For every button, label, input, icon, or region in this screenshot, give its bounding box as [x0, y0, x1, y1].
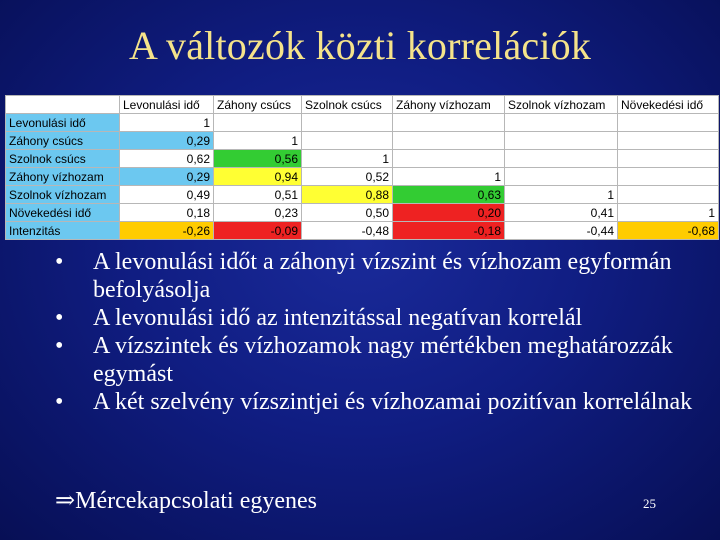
correlation-cell: -0,48 — [302, 222, 393, 240]
bullet-text: A vízszintek és vízhozamok nagy mértékben meghatározzák egymást — [93, 333, 673, 387]
correlation-cell — [505, 132, 618, 150]
correlation-cell — [618, 132, 719, 150]
bullet-item — [55, 332, 695, 388]
column-header: Levonulási idő — [120, 96, 214, 114]
bullet-item — [55, 388, 695, 416]
bullet-dot-icon: • — [55, 389, 64, 415]
correlation-cell — [393, 132, 505, 150]
correlation-cell: 0,51 — [214, 186, 302, 204]
correlation-cell — [505, 168, 618, 186]
table-row — [6, 186, 719, 204]
column-header: Záhony vízhozam — [393, 96, 505, 114]
correlation-cell: 1 — [214, 132, 302, 150]
correlation-cell — [302, 114, 393, 132]
correlation-cell: 0,94 — [214, 168, 302, 186]
row-header: Intenzitás — [6, 222, 120, 240]
implies-arrow-icon: ⇒ — [55, 488, 76, 514]
row-header: Szolnok csúcs — [6, 150, 120, 168]
conclusion-line — [55, 487, 317, 515]
correlation-cell: -0,68 — [618, 222, 719, 240]
column-header: Növekedési idő — [618, 96, 719, 114]
correlation-cell: 1 — [302, 150, 393, 168]
correlation-cell: 0,63 — [393, 186, 505, 204]
conclusion-text: Mércekapcsolati egyenes — [75, 488, 317, 514]
correlation-cell — [214, 114, 302, 132]
correlation-cell: 0,23 — [214, 204, 302, 222]
correlation-cell: -0,09 — [214, 222, 302, 240]
column-header-corner — [6, 96, 120, 114]
correlation-cell: 0,49 — [120, 186, 214, 204]
correlation-table — [5, 95, 719, 240]
row-header: Szolnok vízhozam — [6, 186, 120, 204]
row-header: Növekedési idő — [6, 204, 120, 222]
column-header: Szolnok csúcs — [302, 96, 393, 114]
correlation-table-container — [5, 95, 718, 237]
bullet-text: A két szelvény vízszintjei és vízhozamai pozitívan korrelálnak — [93, 389, 693, 415]
row-header: Levonulási idő — [6, 114, 120, 132]
correlation-cell: 0,62 — [120, 150, 214, 168]
bullet-text: A levonulási időt a záhonyi vízszint és vízhozam egyformán befolyásolja — [93, 249, 672, 303]
page-number: 25 — [643, 496, 656, 511]
bullet-dot-icon: • — [55, 249, 64, 275]
correlation-cell: 0,41 — [505, 204, 618, 222]
correlation-cell: 1 — [393, 168, 505, 186]
correlation-cell: 0,52 — [302, 168, 393, 186]
correlation-cell: 1 — [505, 186, 618, 204]
correlation-cell — [618, 186, 719, 204]
slide-title: A változók közti korrelációk — [128, 23, 592, 68]
correlation-cell — [302, 132, 393, 150]
table-row — [6, 168, 719, 186]
correlation-cell: -0,44 — [505, 222, 618, 240]
correlation-cell — [393, 150, 505, 168]
correlation-cell: -0,18 — [393, 222, 505, 240]
bullet-list — [55, 248, 695, 416]
correlation-cell — [505, 114, 618, 132]
row-header: Záhony csúcs — [6, 132, 120, 150]
bullet-text: A levonulási idő az intenzitással negatívan korrelál — [93, 305, 583, 331]
correlation-cell — [618, 168, 719, 186]
correlation-cell — [618, 114, 719, 132]
bullet-item — [55, 248, 695, 304]
correlation-cell: 0,88 — [302, 186, 393, 204]
correlation-cell — [505, 150, 618, 168]
bullet-item — [55, 304, 695, 332]
correlation-cell — [618, 150, 719, 168]
column-header: Záhony csúcs — [214, 96, 302, 114]
correlation-cell: 0,56 — [214, 150, 302, 168]
table-row — [6, 132, 719, 150]
correlation-cell: 0,18 — [120, 204, 214, 222]
row-header: Záhony vízhozam — [6, 168, 120, 186]
correlation-cell: 0,29 — [120, 168, 214, 186]
correlation-cell: 1 — [618, 204, 719, 222]
correlation-cell: -0,26 — [120, 222, 214, 240]
table-row — [6, 222, 719, 240]
table-row — [6, 204, 719, 222]
column-header: Szolnok vízhozam — [505, 96, 618, 114]
correlation-cell — [393, 114, 505, 132]
bullet-dot-icon: • — [55, 305, 64, 331]
bullet-dot-icon: • — [55, 333, 64, 359]
correlation-cell: 0,50 — [302, 204, 393, 222]
table-header-row — [6, 96, 719, 114]
correlation-cell: 0,29 — [120, 132, 214, 150]
table-row — [6, 150, 719, 168]
correlation-cell: 0,20 — [393, 204, 505, 222]
table-row — [6, 114, 719, 132]
correlation-cell: 1 — [120, 114, 214, 132]
